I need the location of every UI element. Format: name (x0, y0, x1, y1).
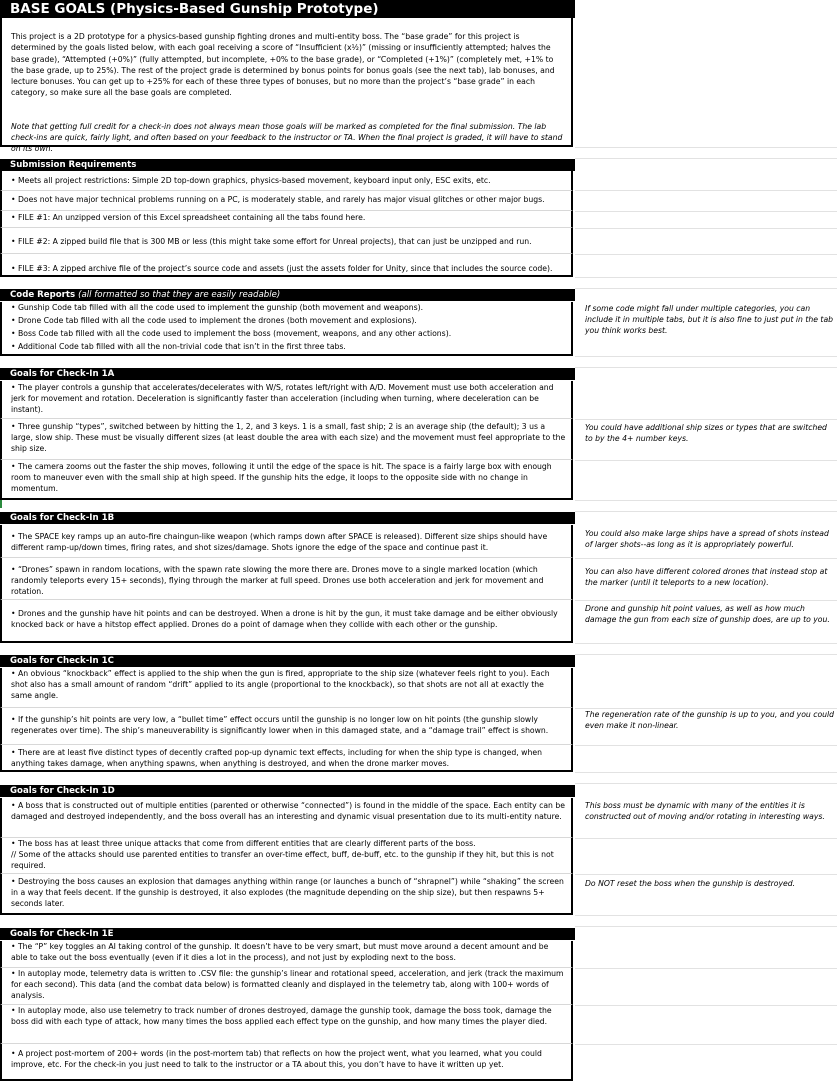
grid-line (575, 838, 837, 839)
checkin-1b-note: You can also have different colored drones that instead stop at the marker (until it teleports to a new location). (585, 567, 828, 588)
grid-line (575, 915, 837, 916)
checkin-1c-header: Goals for Check-In 1C (0, 655, 575, 667)
checkin-1d-item: • The boss has at least three unique attacks that come from different entities that are clearly different parts of the boss. // Some of the attacks should use parented entities to transfer an over-time effect, buff, de-buff, etc. to the gunship if they hit, but this is not required. (0, 838, 573, 874)
checkin-1c-item: • An obvious “knockback” effect is applied to the ship when the gun is fired, appropriate to the ship size (whatever feels right to you). Each shot also has a small amount of random “drift” applied to its angle (proportional to the knockback), so that shots are not all at exactly the same angle. (0, 668, 573, 708)
grid-line (575, 511, 837, 512)
grid-line (575, 419, 837, 420)
checkin-1e-item: • The “P” key toggles an AI taking control of the gunship. It doesn’t have to be very smart, but must move around a decent amount and be able to take out the boss eventually (even if it dies a lot in the process), and not just by exploding next to the boss. (0, 941, 573, 968)
grid-line (575, 783, 837, 784)
checkin-1a-item: • The camera zooms out the faster the ship moves, following it until the edge of the space is hit. The space is a fairly large box with enough room to maneuver even with the small ship at high speed. If the gunship hits the edge, it loops to the opposite side with no change in momentum. (0, 460, 573, 500)
grid-line (575, 288, 837, 289)
checkin-1c-item: • If the gunship’s hit points are very low, a “bullet time” effect occurs until the gunship is no longer low on hit points (the gunship slowly regenerates over time). The ship’s maneuverability is significantly lower when in this damaged state, and a “damage trail” effect is shown. (0, 708, 573, 745)
checkin-1a-item: • The player controls a gunship that accelerates/decelerates with W/S, rotates left/right with A/D. Movement must use both acceleration and jerk for movement and rotation. Deceleration is significantly faster than acceleration (including when turning, where deceleration can be instant). (0, 381, 573, 419)
checkin-1e-header: Goals for Check-In 1E (0, 928, 575, 940)
checkin-1d-item: • Destroying the boss causes an explosion that damages anything within range (or launches a bunch of “shrapnel”) while “shaking” the screen in a way that feels decent. If the gunship is destroyed, it also explodes (the magnitude depending on the ship size), but then respawns 5+ seconds later. (0, 874, 573, 915)
grid-line (575, 277, 837, 278)
submission-item: • FILE #3: A zipped archive file of the project’s source code and assets (just the assets folder for Unity, since that includes the source code). (0, 254, 573, 277)
grid-line (575, 643, 837, 644)
checkin-1b-note: You could also make large ships have a spread of shots instead of larger shots--as long as it is appropriately powerful. (585, 529, 829, 550)
checkin-1e-item: • In autoplay mode, also use telemetry to track number of drones destroyed, damage the gunship took, damage the boss took, damage the boss did with each type of attack, how many times the boss applied each effect type on the gunship, and how many times the player died. (0, 1005, 573, 1044)
submission-item: • FILE #2: A zipped build file that is 300 MB or less (this might take some effort for Unreal projects), that can just be unzipped and run. (0, 228, 573, 254)
grid-line (575, 367, 837, 368)
grid-line (575, 558, 837, 559)
checkin-1d-header: Goals for Check-In 1D (0, 785, 575, 797)
code-report-item: • Gunship Code tab filled with all the code used to implement the gunship (both movement and weapons). (0, 302, 573, 315)
grid-line (575, 356, 837, 357)
code-report-item: • Additional Code tab filled with all the non-trivial code that isn’t in the first three tabs. (0, 341, 573, 356)
checkin-1b-item: • “Drones” spawn in random locations, with the spawn rate slowing the more there are. Drones move to a single marked location (which randomly teleports every 15+ seconds), flying through the marker at full speed. Drones use both acceleration and jerk for movement and rotation. (0, 558, 573, 600)
code-report-item: • Drone Code tab filled with all the code used to implement the drones (both movement and explosions). (0, 315, 573, 328)
checkin-1d-note: Do NOT reset the boss when the gunship is destroyed. (585, 879, 796, 888)
checkin-1b-item: • Drones and the gunship have hit points and can be destroyed. When a drone is hit by the gun, it must take damage and be either obviously knocked back or have a hitstop effect applied. Drones do a point of damage when they collide with each other or the gunship. (0, 600, 573, 643)
page-title: BASE GOALS (Physics-Based Gunship Prototype) (0, 0, 575, 18)
checkin-1b-header: Goals for Check-In 1B (0, 512, 575, 524)
submission-item: • FILE #1: An unzipped version of this Excel spreadsheet containing all the tabs found here. (0, 211, 573, 228)
submission-header: Submission Requirements (0, 159, 575, 171)
code-reports-header (0, 289, 575, 301)
checkin-1d-note: This boss must be dynamic with many of the entities it is constructed out of moving and/or rotating in interesting ways. (585, 801, 825, 822)
checkin-1d-item: • A boss that is constructed out of multiple entities (parented or otherwise “connected”) is found in the middle of the space. Each entity can be damaged and destroyed independently, and the boss overall has an interesting and dynamic visual presentation due to its multi-entity nature. (0, 798, 573, 838)
code-reports-note: If some code might fall under multiple categories, you can include it in multiple tabs, but it is also fine to just put in the tab you think works best. (585, 304, 834, 336)
grid-line (575, 147, 837, 148)
checkin-1e-item: • A project post-mortem of 200+ words (in the post-mortem tab) that reflects on how the project went, what you learned, what you could improve, etc. For the check-in you just need to talk to the instructor or a TA about this, you don’t have to have it written up yet. (0, 1044, 573, 1081)
grid-line (575, 211, 837, 212)
grid-line (575, 228, 837, 229)
grid-line (575, 460, 837, 461)
cell-marker (0, 500, 2, 508)
code-reports-title: Code Reports (10, 290, 76, 300)
checkin-1a-item: • Three gunship “types”, switched between by hitting the 1, 2, and 3 keys. 1 is a small, fast ship; 2 is an average ship (the default); 3 us a large, slow ship. These must be visually different sizes (at least double the area with each size) and the movement must feel appropriate to the ship size. (0, 419, 573, 460)
grid-line (575, 654, 837, 655)
checkin-1e-item: • In autoplay mode, telemetry data is written to .CSV file: the gunship’s linear and rotational speed, acceleration, and jerk (track the maximum for each second). This data (and the combat data below) is formatted cleanly and displayed in the telemetry tab, along with 100+ words of analysis. (0, 968, 573, 1005)
intro-cell (0, 18, 573, 154)
checkin-1c-note: The regeneration rate of the gunship is up to you, and you could even make it non-linear. (585, 710, 835, 731)
grid-line (575, 772, 837, 773)
intro-paragraph: This project is a 2D prototype for a physics-based gunship fighting drones and multi-entity boss. The “base grade” for this project is determined by the goals listed below, with each goal receiving a score of “Insufficient (x½)” (missing or insufficiently attempted; halves the base grade), “Attempted (+0%)” (fully attempted, but incomplete, +0% to the base grade), or “Completed (+1%)” (completely met, +1% to the base grade, up to 25%). The rest of the project grade is determined by bonus points for bonus goals (see the next tab), lab bonuses, and lecture bonuses. You can get up to +25% for each of these three types of bonuses, but no more than the project’s “base grade” in each category, so make sure all the base goals are completed. (11, 32, 555, 98)
grid-line (575, 500, 837, 501)
grid-line (575, 968, 837, 969)
grid-line (575, 254, 837, 255)
grid-line (575, 874, 837, 875)
grid-line (575, 158, 837, 159)
code-reports-subtitle: (all formatted so that they are easily readable) (78, 290, 281, 300)
grid-line (575, 600, 837, 601)
grid-line (575, 1005, 837, 1006)
checkin-1c-item: • There are at least five distinct types of decently crafted pop-up dynamic text effects, including for when the ship type is changed, when anything takes damage, when anything spawns, when anything is destroyed, and when the drone marker moves. (0, 745, 573, 772)
submission-item: • Does not have major technical problems running on a PC, is moderately stable, and rarely has major visual glitches or other major bugs. (0, 191, 573, 211)
submission-item: • Meets all project restrictions: Simple 2D top-down graphics, physics-based movement, keyboard input only, ESC exits, etc. (0, 171, 573, 191)
checkin-1b-item: • The SPACE key ramps up an auto-fire chaingun-like weapon (which ramps down after SPACE is released). Different size ships should have different ramp-up/down times, firing rates, and shot sizes/damage. Shots ignore the edge of the space and continue past it. (0, 525, 573, 558)
grid-line (575, 745, 837, 746)
grid-line (575, 926, 837, 927)
grid-line (575, 1044, 837, 1045)
intro-note: Note that getting full credit for a check-in does not always mean those goals will be marked as completed for the final submission. The lab check-ins are quick, fairly light, and often based on your feedback to the instructor or TA. When the final project is graded, it will have to stand on its own. (11, 121, 563, 154)
checkin-1b-note: Drone and gunship hit point values, as well as how much damage the gun from each size of gunship does, are up to you. (585, 604, 830, 625)
checkin-1a-header: Goals for Check-In 1A (0, 368, 575, 380)
grid-line (575, 190, 837, 191)
checkin-1a-note: You could have additional ship sizes or types that are switched to by the 4+ number keys. (585, 423, 827, 444)
code-report-item: • Boss Code tab filled with all the code used to implement the boss (movement, weapons, and any other actions). (0, 328, 573, 341)
